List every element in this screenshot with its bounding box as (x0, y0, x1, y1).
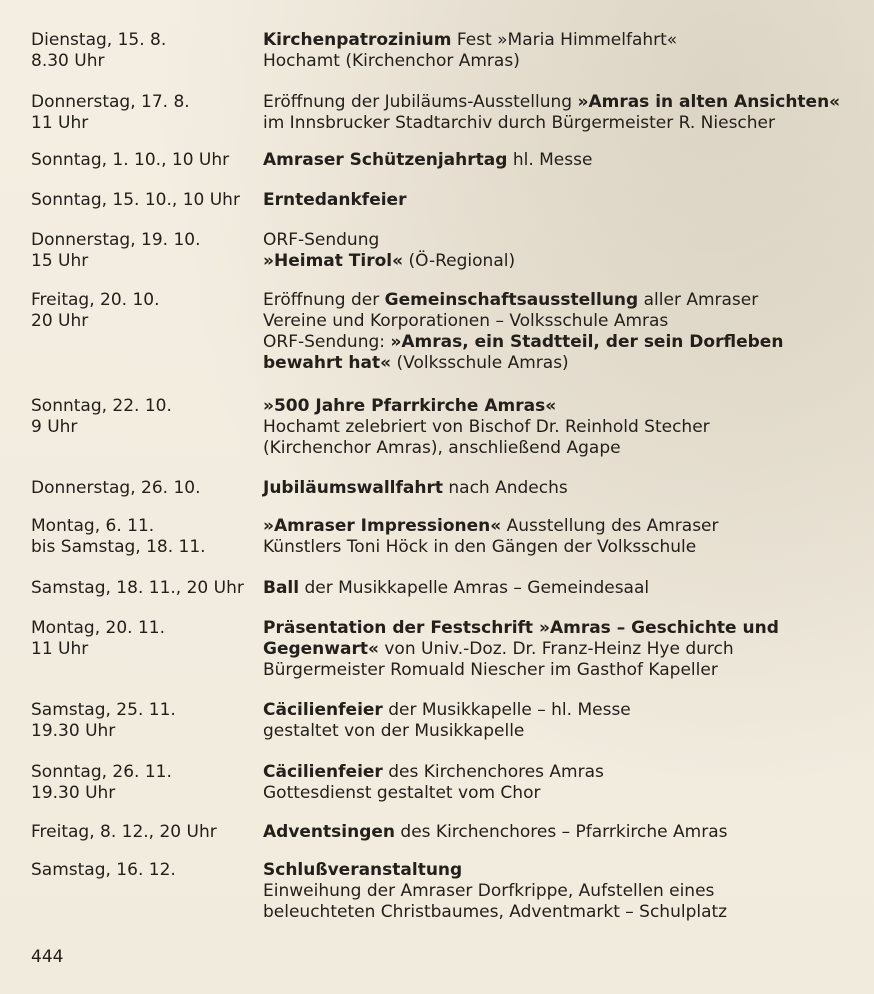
event-date-line: Freitag, 20. 10. (31, 290, 160, 310)
body-text: Bürgermeister Romuald Niescher im Gasthof Kapeller (263, 660, 718, 680)
highlighted-text: Cäcilienfeier (263, 700, 383, 720)
event-description-line (263, 190, 859, 211)
event-description (263, 396, 859, 459)
body-text: beleuchteten Christbaumes, Adventmarkt – Schulplatz (263, 902, 728, 922)
body-text: Hochamt zelebriert von Bischof Dr. Reinhold Stecher (263, 417, 710, 437)
event-date-line: bis Samstag, 18. 11. (31, 537, 206, 557)
event-date-line: Samstag, 18. 11., 20 Uhr (31, 578, 244, 598)
body-text: Gottesdienst gestaltet vom Chor (263, 783, 541, 803)
body-text: ORF-Sendung (263, 230, 380, 250)
event-date-line: Sonntag, 26. 11. (31, 762, 172, 782)
body-text: des Kirchenchores Amras (382, 762, 604, 782)
body-text: Fest »Maria Himmelfahrt« (451, 30, 678, 50)
event-description (263, 860, 859, 923)
event-description (263, 578, 859, 599)
event-date (31, 230, 259, 272)
event-description-line (263, 150, 859, 171)
event-date-line: Montag, 20. 11. (31, 618, 165, 638)
event-description (263, 92, 859, 134)
highlighted-text: »Amras, ein Stadtteil, der sein Dorfleben (390, 332, 784, 352)
event-description-line (263, 290, 859, 311)
body-text: der Musikkapelle – hl. Messe (382, 700, 631, 720)
event-description-line (263, 881, 859, 902)
event-description (263, 478, 859, 499)
highlighted-text: »Amraser Impressionen« (263, 516, 502, 536)
body-text: von Univ.-Doz. Dr. Franz-Heinz Hye durch (378, 639, 734, 659)
event-description (263, 762, 859, 804)
highlighted-text: Kirchenpatrozinium (263, 30, 452, 50)
event-description (263, 822, 859, 843)
event-description-line (263, 660, 859, 681)
event-date (31, 478, 259, 499)
event-description (263, 30, 859, 72)
event-description (263, 230, 859, 272)
event-description (263, 700, 859, 742)
event-description-line (263, 700, 859, 721)
event-description (263, 516, 859, 558)
event-description (263, 290, 859, 374)
event-description-line (263, 332, 859, 353)
event-date-line: 15 Uhr (31, 251, 89, 271)
event-date (31, 822, 259, 843)
highlighted-text: Erntedankfeier (263, 190, 407, 210)
body-text: (Kirchenchor Amras), anschließend Agape (263, 438, 621, 458)
event-date-line: Samstag, 16. 12. (31, 860, 176, 880)
body-text: im Innsbrucker Stadtarchiv durch Bürgermeister R. Niescher (263, 113, 776, 133)
body-text: Künstlers Toni Höck in den Gängen der Volksschule (263, 537, 697, 557)
event-date-line: 19.30 Uhr (31, 783, 116, 803)
event-description-line (263, 860, 859, 881)
event-date (31, 516, 259, 558)
body-text: ORF-Sendung: (263, 332, 391, 352)
event-date-line: 20 Uhr (31, 311, 89, 331)
event-date (31, 190, 259, 211)
body-text: Einweihung der Amraser Dorfkrippe, Aufstellen eines (263, 881, 715, 901)
body-text: des Kirchenchores – Pfarrkirche Amras (395, 822, 728, 842)
highlighted-text: Cäcilienfeier (263, 762, 383, 782)
highlighted-text: Jubiläumswallfahrt (263, 478, 443, 498)
event-date-line: 11 Uhr (31, 113, 89, 133)
event-date-line: Donnerstag, 17. 8. (31, 92, 190, 112)
event-description-line (263, 537, 859, 558)
event-date-line: Donnerstag, 26. 10. (31, 478, 201, 498)
event-description-line (263, 762, 859, 783)
highlighted-text: bewahrt hat« (263, 353, 392, 373)
highlighted-text: Gegenwart« (263, 639, 379, 659)
event-description-line (263, 251, 859, 272)
event-description-line (263, 113, 859, 134)
event-description-line (263, 230, 859, 251)
event-description-line (263, 92, 859, 113)
highlighted-text: »500 Jahre Pfarrkirche Amras« (263, 396, 557, 416)
event-date (31, 860, 259, 881)
highlighted-text: Amraser Schützenjahrtag (263, 150, 508, 170)
event-description-line (263, 618, 859, 639)
event-date (31, 762, 259, 804)
event-description (263, 150, 859, 171)
event-date-line: 11 Uhr (31, 639, 89, 659)
event-date (31, 30, 259, 72)
event-date-line: Sonntag, 1. 10., 10 Uhr (31, 150, 230, 170)
body-text: Eröffnung der (263, 290, 385, 310)
event-date (31, 618, 259, 660)
event-description-line (263, 902, 859, 923)
event-description-line (263, 516, 859, 537)
event-description-line (263, 30, 859, 51)
event-date (31, 396, 259, 438)
event-description-line (263, 396, 859, 417)
event-description-line (263, 721, 859, 742)
event-description-line (263, 783, 859, 804)
event-date-line: Donnerstag, 19. 10. (31, 230, 201, 250)
event-description (263, 190, 859, 211)
body-text: hl. Messe (507, 150, 593, 170)
page-number: 444 (31, 947, 64, 967)
body-text: (Volksschule Amras) (391, 353, 569, 373)
highlighted-text: Adventsingen (263, 822, 396, 842)
body-text: Ausstellung des Amraser (501, 516, 719, 536)
event-description-line (263, 578, 859, 599)
event-date-line: Sonntag, 15. 10., 10 Uhr (31, 190, 240, 210)
event-date-line: Sonntag, 22. 10. (31, 396, 172, 416)
highlighted-text: »Amras in alten Ansichten« (577, 92, 841, 112)
event-date-line: 19.30 Uhr (31, 721, 116, 741)
body-text: aller Amraser (638, 290, 759, 310)
event-description-line (263, 417, 859, 438)
body-text: nach Andechs (442, 478, 568, 498)
highlighted-text: Ball (263, 578, 300, 598)
event-description-line (263, 311, 859, 332)
body-text: Eröffnung der Jubiläums-Ausstellung (263, 92, 578, 112)
event-date (31, 290, 259, 332)
event-description-line (263, 478, 859, 499)
event-description-line (263, 353, 859, 374)
event-date-line: Montag, 6. 11. (31, 516, 155, 536)
highlighted-text: Schlußveranstaltung (263, 860, 463, 880)
body-text: Hochamt (Kirchenchor Amras) (263, 51, 520, 71)
event-date (31, 150, 259, 171)
event-description (263, 618, 859, 681)
event-description-line (263, 822, 859, 843)
event-date-line: Samstag, 25. 11. (31, 700, 176, 720)
body-text: gestaltet von der Musikkapelle (263, 721, 525, 741)
event-description-line (263, 438, 859, 459)
event-date-line: Dienstag, 15. 8. (31, 30, 167, 50)
highlighted-text: Präsentation der Festschrift »Amras – Geschichte und (263, 618, 779, 638)
event-date (31, 578, 259, 599)
body-text: der Musikkapelle Amras – Gemeindesaal (299, 578, 650, 598)
event-description-line (263, 639, 859, 660)
event-date (31, 700, 259, 742)
body-text: Vereine und Korporationen – Volksschule Amras (263, 311, 669, 331)
highlighted-text: Gemeinschaftsausstellung (384, 290, 639, 310)
event-date-line: 8.30 Uhr (31, 51, 105, 71)
event-date-line: Freitag, 8. 12., 20 Uhr (31, 822, 217, 842)
highlighted-text: »Heimat Tirol« (263, 251, 404, 271)
event-description-line (263, 51, 859, 72)
event-date (31, 92, 259, 134)
event-date-line: 9 Uhr (31, 417, 78, 437)
body-text: (Ö-Regional) (403, 251, 516, 271)
